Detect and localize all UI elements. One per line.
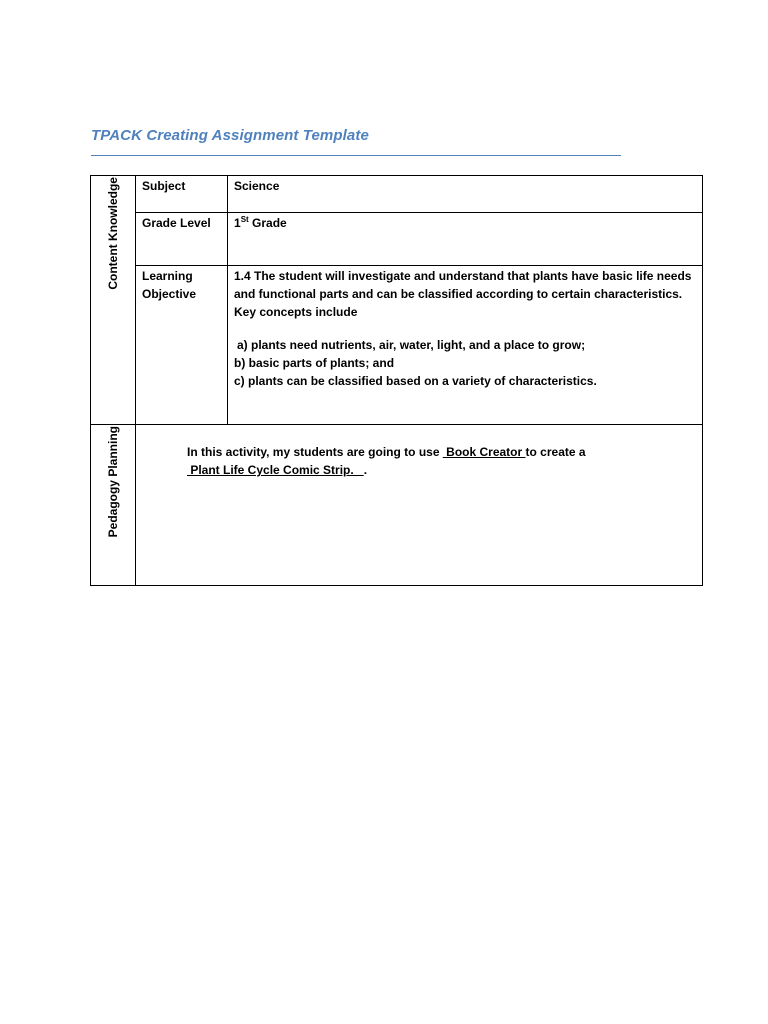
product-blank: Plant Life Cycle Comic Strip. <box>187 463 364 477</box>
grade-level-label: Grade Level <box>136 213 228 266</box>
activity-sentence <box>187 443 712 479</box>
pedagogy-planning-content <box>136 425 703 586</box>
grade-level-row <box>91 213 703 266</box>
content-knowledge-side-cell <box>91 176 136 425</box>
key-concept-item: b) basic parts of plants; and <box>234 356 395 370</box>
tpack-template-table <box>90 175 703 586</box>
activity-sentence-middle: to create a <box>525 445 586 459</box>
activity-sentence-end: . <box>363 463 368 477</box>
subject-label: Subject <box>136 176 228 213</box>
key-concept-item: a) plants need nutrients, air, water, light, and a place to grow; <box>237 338 586 352</box>
title-underline <box>91 155 621 156</box>
objective-intro: 1.4 The student will investigate and understand that plants have basic life needs and functional parts and can be classified according to certain characteristics. Key concepts include <box>234 269 692 319</box>
learning-objective-label: Learning Objective <box>136 266 228 425</box>
pedagogy-planning-row <box>91 425 703 586</box>
content-knowledge-label: Content Knowledge <box>106 177 120 290</box>
pedagogy-planning-label: Pedagogy Planning <box>106 426 120 538</box>
key-concepts-list <box>234 336 696 390</box>
grade-number: 1 <box>234 216 241 230</box>
grade-word: Grade <box>248 216 287 230</box>
key-concept-item: c) plants can be classified based on a variety of characteristics. <box>234 374 597 388</box>
grade-ordinal-suffix: St <box>240 215 249 224</box>
subject-row <box>91 176 703 213</box>
tool-blank: Book Creator <box>442 445 526 459</box>
subject-value: Science <box>228 176 703 213</box>
learning-objective-row <box>91 266 703 425</box>
activity-sentence-start: In this activity, my students are going to use <box>187 445 443 459</box>
grade-level-value <box>228 213 703 266</box>
pedagogy-planning-side-cell <box>91 425 136 586</box>
learning-objective-value <box>228 266 703 425</box>
document-title: TPACK Creating Assignment Template <box>91 127 369 144</box>
